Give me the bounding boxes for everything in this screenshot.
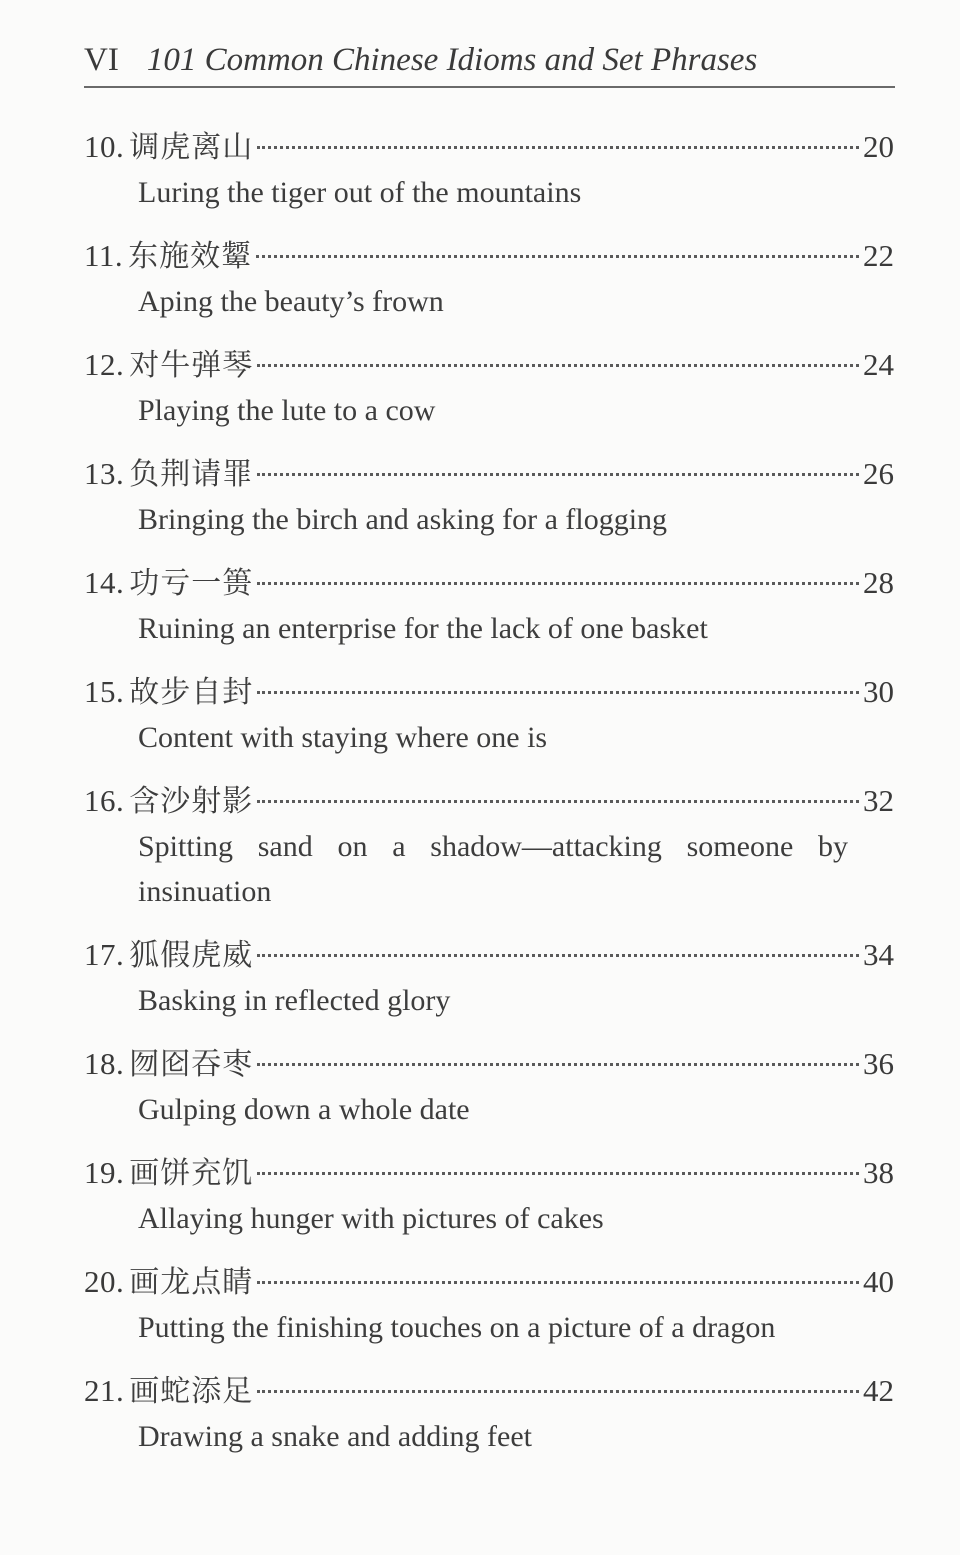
entry-page-number: 38 bbox=[863, 1155, 894, 1190]
dot-leader bbox=[257, 364, 859, 367]
dot-leader bbox=[257, 1063, 859, 1066]
dot-leader bbox=[257, 800, 859, 803]
entry-page-number: 30 bbox=[863, 674, 894, 709]
entry-number: 15. bbox=[84, 674, 125, 709]
toc-entry-line bbox=[84, 233, 894, 279]
entry-translation: Playing the lute to a cow bbox=[138, 394, 436, 427]
toc-entry-line bbox=[84, 342, 894, 388]
entry-idiom-chinese: 画饼充饥 bbox=[129, 1156, 254, 1191]
toc-entry bbox=[84, 1041, 894, 1132]
entry-number: 13. bbox=[84, 456, 125, 491]
toc-entry bbox=[84, 669, 894, 760]
entry-idiom-chinese: 对牛弹琴 bbox=[129, 348, 254, 383]
entry-translation: Aping the beauty’s frown bbox=[138, 285, 444, 318]
entry-idiom-chinese: 故步自封 bbox=[129, 675, 254, 710]
dot-leader bbox=[257, 1390, 859, 1393]
entry-idiom-chinese: 调虎离山 bbox=[129, 130, 254, 165]
entry-number: 10. bbox=[84, 129, 125, 164]
entry-translation: Drawing a snake and adding feet bbox=[138, 1420, 533, 1453]
entry-page-number: 28 bbox=[863, 565, 894, 600]
toc-entry-line bbox=[84, 669, 894, 715]
entry-translation: Basking in reflected glory bbox=[138, 984, 451, 1017]
entry-idiom-chinese: 画龙点睛 bbox=[129, 1265, 254, 1300]
entry-page-number: 22 bbox=[863, 238, 894, 273]
entry-number: 20. bbox=[84, 1264, 125, 1299]
entry-translation: Content with staying where one is bbox=[138, 721, 548, 754]
entry-translation: Putting the finishing touches on a picture of a dragon bbox=[138, 1311, 776, 1344]
entry-page-number: 26 bbox=[863, 456, 894, 491]
entry-page-number: 34 bbox=[863, 937, 894, 972]
toc-entry bbox=[84, 451, 894, 542]
entry-number: 12. bbox=[84, 347, 125, 382]
dot-leader bbox=[257, 146, 859, 149]
toc-entry-line bbox=[84, 124, 894, 170]
entry-translation: Luring the tiger out of the mountains bbox=[138, 176, 582, 209]
entry-idiom-chinese: 负荆请罪 bbox=[129, 457, 254, 492]
entry-page-number: 42 bbox=[863, 1373, 894, 1408]
toc-entry bbox=[84, 1150, 894, 1241]
toc-entry-line bbox=[84, 1259, 894, 1305]
entry-idiom-chinese: 囫囵吞枣 bbox=[129, 1047, 254, 1082]
dot-leader bbox=[257, 1281, 859, 1284]
dot-leader bbox=[257, 582, 859, 585]
entry-translation-continued: insinuation bbox=[138, 875, 272, 908]
entry-number: 18. bbox=[84, 1046, 125, 1081]
entry-page-number: 20 bbox=[863, 129, 894, 164]
entry-idiom-chinese: 画蛇添足 bbox=[129, 1374, 254, 1409]
entry-translation: Gulping down a whole date bbox=[138, 1093, 470, 1126]
entry-page-number: 36 bbox=[863, 1046, 894, 1081]
entry-translation: Bringing the birch and asking for a flogging bbox=[138, 503, 668, 536]
entry-page-number: 24 bbox=[863, 347, 894, 382]
entry-page-number: 40 bbox=[863, 1264, 894, 1299]
dot-leader bbox=[256, 255, 859, 258]
toc-entry bbox=[84, 932, 894, 1023]
toc-entry-line bbox=[84, 1368, 894, 1414]
toc-entry bbox=[84, 778, 894, 914]
toc-entry bbox=[84, 560, 894, 651]
header-page-numeral: VI bbox=[84, 42, 119, 78]
entry-number: 11. bbox=[84, 238, 124, 273]
toc-entry-line bbox=[84, 451, 894, 497]
toc-entry-line bbox=[84, 778, 894, 824]
toc-entry-line bbox=[84, 1150, 894, 1196]
header-book-title: 101 Common Chinese Idioms and Set Phrases bbox=[146, 42, 758, 78]
toc-entry-line bbox=[84, 560, 894, 606]
toc-entry bbox=[84, 1259, 894, 1350]
entry-number: 19. bbox=[84, 1155, 125, 1190]
entry-idiom-chinese: 狐假虎威 bbox=[129, 938, 254, 973]
toc-entry bbox=[84, 124, 894, 215]
entry-translation: Ruining an enterprise for the lack of one basket bbox=[138, 612, 708, 645]
entry-idiom-chinese: 含沙射影 bbox=[129, 784, 254, 819]
toc-entry bbox=[84, 1368, 894, 1459]
running-header bbox=[84, 40, 895, 88]
toc-entry-line bbox=[84, 932, 894, 978]
entry-number: 17. bbox=[84, 937, 125, 972]
toc-entry bbox=[84, 233, 894, 324]
dot-leader bbox=[257, 691, 859, 694]
entry-translation: Spitting sand on a shadow—attacking someone by bbox=[138, 830, 848, 863]
dot-leader bbox=[257, 473, 859, 476]
entry-idiom-chinese: 东施效颦 bbox=[128, 239, 253, 274]
dot-leader bbox=[257, 1172, 859, 1175]
entry-translation: Allaying hunger with pictures of cakes bbox=[138, 1202, 604, 1235]
dot-leader bbox=[257, 954, 859, 957]
toc-entry bbox=[84, 342, 894, 433]
entry-idiom-chinese: 功亏一篑 bbox=[129, 566, 254, 601]
entry-number: 14. bbox=[84, 565, 125, 600]
toc-entry-line bbox=[84, 1041, 894, 1087]
entry-number: 21. bbox=[84, 1373, 125, 1408]
entry-page-number: 32 bbox=[863, 783, 894, 818]
entry-number: 16. bbox=[84, 783, 125, 818]
